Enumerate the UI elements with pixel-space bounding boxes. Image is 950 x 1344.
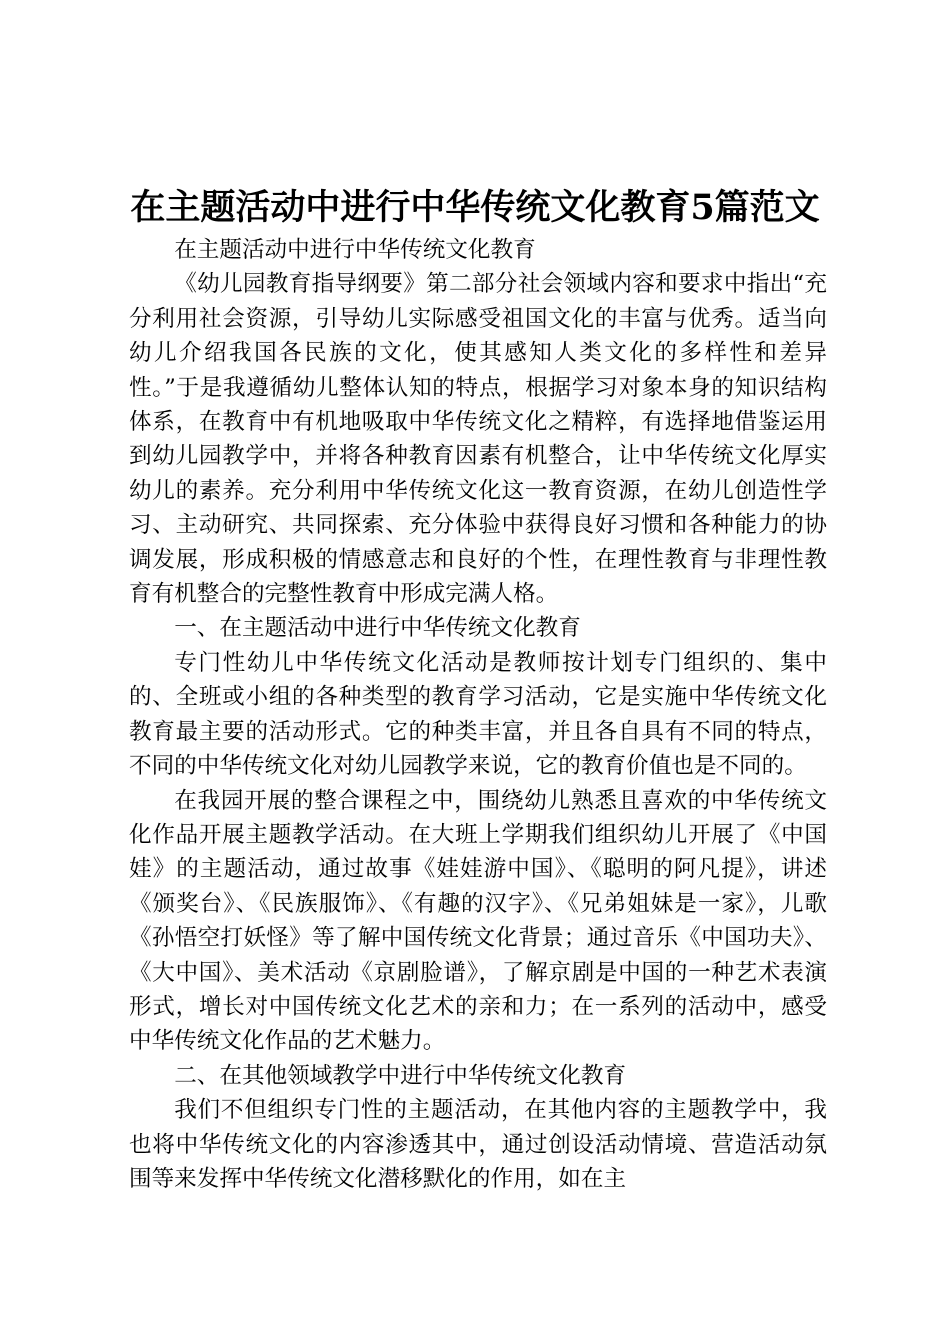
body-paragraph: 在我园开展的整合课程之中，围绕幼儿熟悉且喜欢的中华传统文化作品开展主题教学活动。在大班上学期我们组织幼儿开展了《中国娃》的主题活动，通过故事《娃娃游中国》、《聪明的阿凡提》，讲述《颁奖台》、《民族服饰》、《有趣的汉字》、《兄弟姐妹是一家》，儿歌《孙悟空打妖怪》等了解中国传统文化背景；通过音乐《中国功夫》、《大中国》、美术活动《京剧脸谱》，了解京剧是中国的一种艺术表演形式，增长对中国传统文化艺术的亲和力；在一系列的活动中，感受中华传统文化作品的艺术魅力。	[129, 787, 827, 1055]
body-paragraph: 《幼儿园教育指导纲要》第二部分社会领域内容和要求中指出“充分利用社会资源，引导幼儿实际感受祖国文化的丰富与优秀。适当向幼儿介绍我国各民族的文化，使其感知人类文化的多样性和差异性。”于是我遵循幼儿整体认知的特点，根据学习对象本身的知识结构体系，在教育中有机地吸取中华传统文化之精粹，有选择地借鉴运用到幼儿园教学中，并将各种教育因素有机整合，让中华传统文化厚实幼儿的素养。充分利用中华传统文化这一教育资源，在幼儿创造性学习、主动研究、共同探索、充分体验中获得良好习惯和各种能力的协调发展，形成积极的情感意志和良好的个性，在理性教育与非理性教育有机整合的完整性教育中形成完满人格。	[129, 271, 827, 608]
document-title: 在主题活动中进行中华传统文化教育5篇范文	[130, 187, 820, 228]
section-heading-1: 一、在主题活动中进行中华传统文化教育	[174, 615, 581, 642]
body-paragraph: 专门性幼儿中华传统文化活动是教师按计划专门组织的、集中的、全班或小组的各种类型的教育学习活动，它是实施中华传统文化教育最主要的活动形式。它的种类丰富，并且各自具有不同的特点，不同的中华传统文化对幼儿园教学来说，它的教育价值也是不同的。	[129, 649, 827, 780]
document-body	[129, 233, 827, 1196]
section-heading-2: 二、在其他领域教学中进行中华传统文化教育	[174, 1062, 627, 1089]
subtitle-heading: 在主题活动中进行中华传统文化教育	[174, 237, 536, 263]
body-paragraph: 我们不但组织专门性的主题活动，在其他内容的主题教学中，我也将中华传统文化的内容渗透其中，通过创设活动情境、营造活动氛围等来发挥中华传统文化潜移默化的作用，如在主	[129, 1097, 827, 1192]
